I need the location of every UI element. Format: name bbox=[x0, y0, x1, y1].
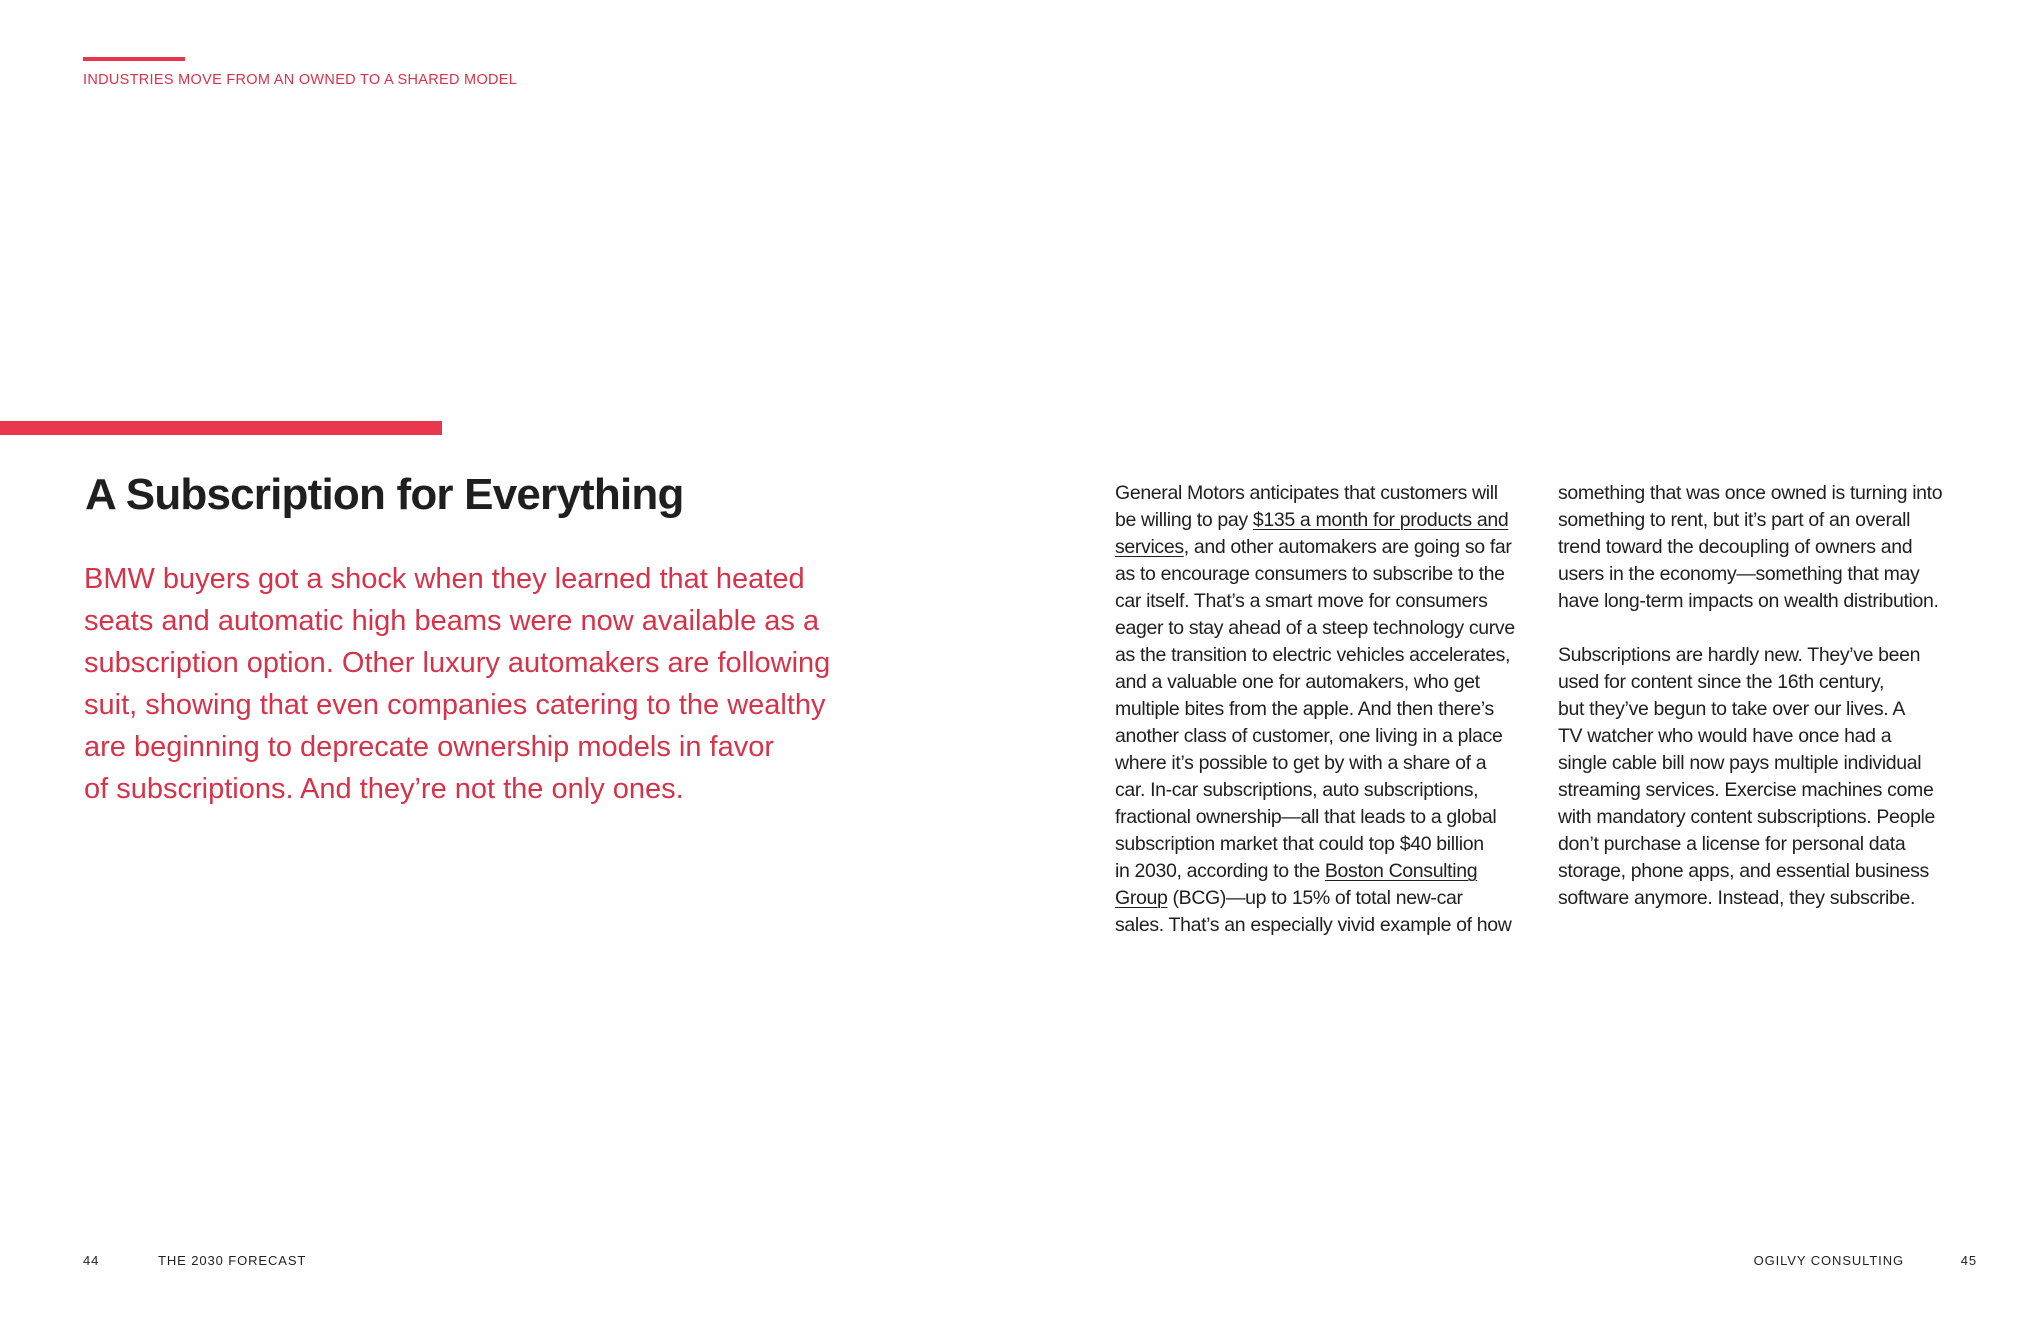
article-lede bbox=[84, 558, 874, 810]
lede-line: subscription option. Other luxury automakers are following bbox=[84, 647, 831, 679]
body-line: fractional ownership—all that leads to a global bbox=[1115, 806, 1497, 828]
lede-line: BMW buyers got a shock when they learned that heated bbox=[84, 563, 805, 595]
lede-line: are beginning to deprecate ownership models in favor bbox=[84, 731, 774, 763]
paragraph-gap bbox=[1558, 615, 1978, 642]
eyebrow-rule bbox=[83, 57, 185, 61]
body-line: software anymore. Instead, they subscribe. bbox=[1558, 887, 1916, 909]
body-line: where it’s possible to get by with a share of a bbox=[1115, 752, 1487, 774]
body-column-right bbox=[1558, 480, 1978, 912]
body-line: sales. That’s an especially vivid example of how bbox=[1115, 914, 1512, 936]
body-text: , and other automakers are going so far bbox=[1183, 536, 1512, 558]
body-line: multiple bites from the apple. And then there’s bbox=[1115, 698, 1494, 720]
body-line: General Motors anticipates that customers will bbox=[1115, 482, 1498, 504]
body-line: TV watcher who would have once had a bbox=[1558, 725, 1892, 747]
body-text: (BCG)—up to 15% of total new-car bbox=[1167, 887, 1463, 909]
body-line: Subscriptions are hardly new. They’ve been bbox=[1558, 644, 1921, 666]
body-line bbox=[1115, 885, 1535, 912]
bcg-link[interactable]: Boston Consulting bbox=[1324, 860, 1478, 882]
body-line: streaming services. Exercise machines come bbox=[1558, 779, 1934, 801]
body-line: have long-term impacts on wealth distribution. bbox=[1558, 590, 1939, 612]
body-line: something to rent, but it’s part of an overall bbox=[1558, 509, 1911, 531]
section-eyebrow: INDUSTRIES MOVE FROM AN OWNED TO A SHARED MODEL bbox=[83, 72, 518, 88]
page-number-left: 44 bbox=[83, 1253, 100, 1268]
body-line: and a valuable one for automakers, who get bbox=[1115, 671, 1480, 693]
body-line: don’t purchase a license for personal data bbox=[1558, 833, 1906, 855]
body-line: another class of customer, one living in a place bbox=[1115, 725, 1503, 747]
body-line: but they’ve begun to take over our lives. A bbox=[1558, 698, 1906, 720]
body-line: used for content since the 16th century, bbox=[1558, 671, 1885, 693]
lede-line: seats and automatic high beams were now available as a bbox=[84, 605, 820, 637]
body-text: be willing to pay bbox=[1115, 509, 1253, 531]
body-text: in 2030, according to the bbox=[1115, 860, 1325, 882]
body-line: car itself. That’s a smart move for consumers bbox=[1115, 590, 1488, 612]
footer-publisher: OGILVY CONSULTING bbox=[1753, 1253, 1904, 1268]
footer-publication-title: THE 2030 FORECAST bbox=[158, 1253, 307, 1268]
body-line: subscription market that could top $40 billion bbox=[1115, 833, 1484, 855]
lede-line: suit, showing that even companies catering to the wealthy bbox=[84, 689, 826, 721]
gm-subscription-link[interactable]: $135 a month for products and bbox=[1252, 509, 1509, 531]
body-line bbox=[1115, 534, 1535, 561]
body-line: as to encourage consumers to subscribe to the bbox=[1115, 563, 1505, 585]
body-line bbox=[1115, 507, 1535, 534]
bcg-link-cont[interactable]: Group bbox=[1115, 887, 1168, 909]
section-accent-bar bbox=[0, 421, 442, 435]
body-line: users in the economy—something that may bbox=[1558, 563, 1920, 585]
body-line bbox=[1115, 858, 1535, 885]
body-line: something that was once owned is turning into bbox=[1558, 482, 1943, 504]
gm-subscription-link-cont[interactable]: services bbox=[1115, 536, 1184, 558]
body-line: trend toward the decoupling of owners and bbox=[1558, 536, 1913, 558]
body-line: eager to stay ahead of a steep technology curve bbox=[1115, 617, 1515, 639]
body-line: single cable bill now pays multiple individual bbox=[1558, 752, 1922, 774]
lede-line: of subscriptions. And they’re not the only ones. bbox=[84, 773, 684, 805]
body-line: as the transition to electric vehicles accelerates, bbox=[1115, 644, 1511, 666]
body-column-left bbox=[1115, 480, 1535, 939]
body-line: with mandatory content subscriptions. People bbox=[1558, 806, 1935, 828]
page-number-right: 45 bbox=[1960, 1253, 1977, 1268]
article-title: A Subscription for Everything bbox=[85, 470, 684, 519]
body-line: storage, phone apps, and essential business bbox=[1558, 860, 1929, 882]
body-line: car. In-car subscriptions, auto subscriptions, bbox=[1115, 779, 1479, 801]
